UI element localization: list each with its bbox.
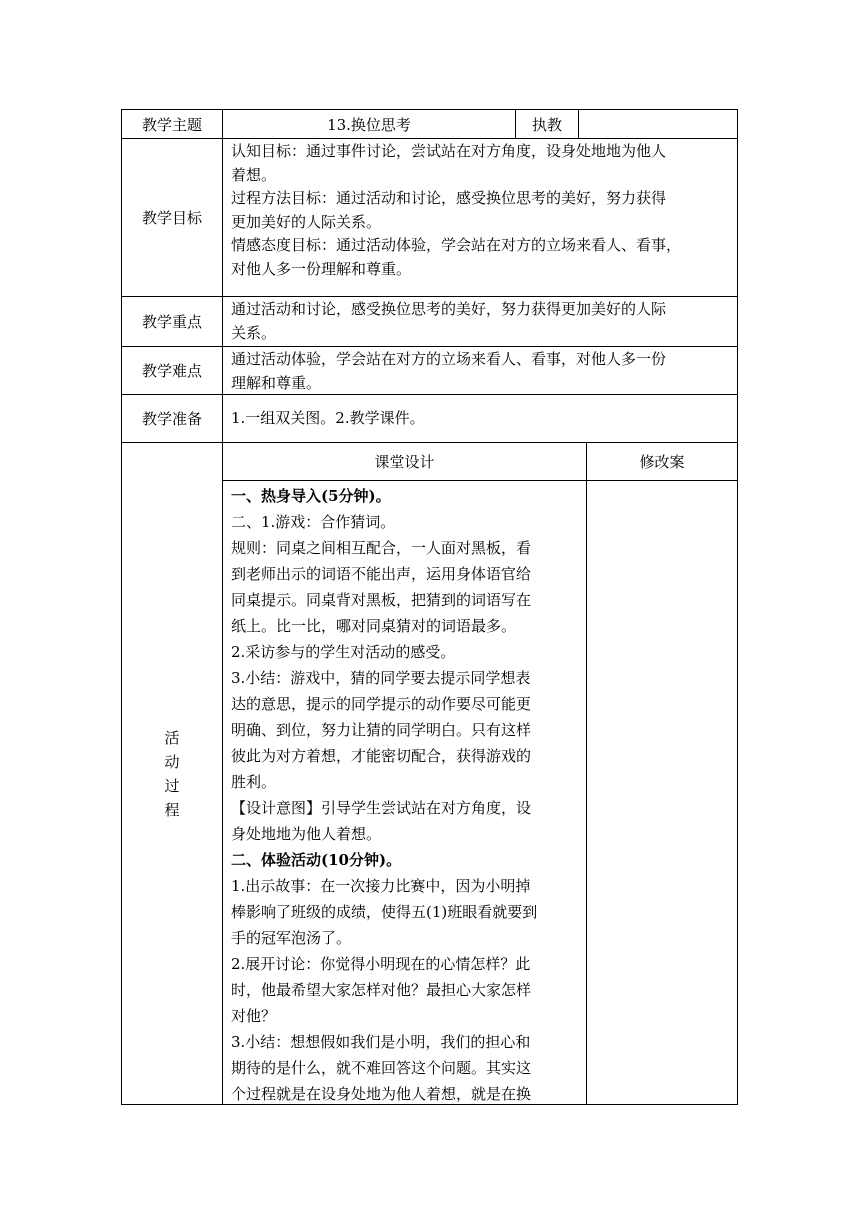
design-line: 2.展开讨论：你觉得小明现在的心情怎样？此 bbox=[231, 955, 531, 973]
design-line: 手的冠军泡汤了。 bbox=[231, 929, 352, 947]
design-line: 一、热身导入(5分钟)。 bbox=[231, 487, 391, 505]
goals-label: 教学目标 bbox=[141, 209, 202, 227]
goals-line: 认知目标：通过事件讨论，尝试站在对方角度，设身处地地为他人 bbox=[231, 142, 667, 160]
design-line: 【设计意图】引导学生尝试站在对方角度，设 bbox=[231, 799, 532, 817]
design-line: 身处地地为他人着想。 bbox=[231, 825, 382, 843]
revise-content bbox=[587, 481, 737, 1105]
design-line: 达的意思，提示的同学提示的动作要尽可能更 bbox=[231, 695, 532, 713]
process-label bbox=[122, 443, 222, 1105]
difficulties-line: 理解和尊重。 bbox=[231, 373, 322, 392]
difficulties-label: 教学难点 bbox=[141, 362, 202, 380]
teacher-label: 执教 bbox=[531, 115, 562, 134]
design-line: 明确、到位，努力让猜的同学明白。只有这样 bbox=[231, 721, 532, 739]
teacher-value bbox=[579, 110, 737, 138]
goals-content bbox=[223, 140, 737, 296]
design-line: 规则：同桌之间相互配合，一人面对黑板，看 bbox=[231, 539, 532, 557]
design-line: 到老师出示的词语不能出声，运用身体语官给 bbox=[231, 565, 532, 583]
preparation-label: 教学准备 bbox=[141, 410, 202, 428]
design-line: 胜利。 bbox=[231, 773, 277, 791]
process-label-char: 动 bbox=[164, 753, 180, 771]
preparation-value: 1.一组双关图。2.教学课件。 bbox=[231, 408, 425, 427]
difficulties-line: 通过活动体验，学会站在对方的立场来看人、看事，对他人多一份 bbox=[231, 350, 667, 368]
design-line: 彼此为对方着想，才能密切配合，获得游戏的 bbox=[231, 747, 532, 765]
process-label-char: 过 bbox=[164, 777, 180, 795]
process-label-char: 程 bbox=[164, 801, 180, 819]
design-line: 二、体验活动(10分钟)。 bbox=[231, 851, 402, 869]
key-points-content bbox=[223, 298, 737, 346]
design-line: 棒影响了班级的成绩，使得五(1)班眼看就要到 bbox=[231, 903, 538, 921]
difficulties-content bbox=[223, 348, 737, 394]
goals-line: 着想。 bbox=[231, 165, 277, 184]
design-content bbox=[223, 483, 586, 1103]
topic-label: 教学主题 bbox=[141, 115, 202, 134]
key-points-line: 关系。 bbox=[231, 323, 277, 342]
goals-line: 情感态度目标：通过活动体验，学会站在对方的立场来看人、看事， bbox=[231, 236, 682, 254]
key-points-label: 教学重点 bbox=[141, 313, 202, 331]
design-line: 纸上。比一比，哪对同桌猜对的词语最多。 bbox=[231, 617, 517, 635]
design-header: 课堂设计 bbox=[374, 453, 435, 471]
design-line: 对他？ bbox=[231, 1007, 277, 1025]
lesson-plan-table bbox=[121, 109, 738, 1105]
design-line: 个过程就是在设身处地为他人着想，就是在换 bbox=[231, 1085, 532, 1103]
revise-header: 修改案 bbox=[639, 453, 685, 471]
goals-line: 更加美好的人际关系。 bbox=[231, 212, 382, 231]
design-line: 2.采访参与的学生对活动的感受。 bbox=[231, 643, 456, 661]
design-line: 二、1.游戏：合作猜词。 bbox=[231, 513, 396, 531]
design-line: 3.小结：想想假如我们是小明，我们的担心和 bbox=[231, 1033, 531, 1051]
topic-value: 13.换位思考 bbox=[327, 115, 411, 134]
goals-line: 过程方法目标：通过活动和讨论，感受换位思考的美好，努力获得 bbox=[231, 189, 667, 207]
key-points-line: 通过活动和讨论，感受换位思考的美好，努力获得更加美好的人际 bbox=[231, 300, 667, 318]
design-line: 时，他最希望大家怎样对他？最担心大家怎样 bbox=[231, 981, 532, 999]
process-label-char: 活 bbox=[164, 729, 180, 747]
design-line: 3.小结：游戏中，猜的同学要去提示同学想表 bbox=[231, 669, 531, 687]
design-line: 1.出示故事：在一次接力比赛中，因为小明掉 bbox=[231, 877, 531, 895]
design-line: 同桌提示。同桌背对黑板，把猜到的词语写在 bbox=[231, 591, 532, 609]
design-line: 期待的是什么，就不难回答这个问题。其实这 bbox=[231, 1059, 532, 1077]
goals-line: 对他人多一份理解和尊重。 bbox=[231, 259, 412, 278]
